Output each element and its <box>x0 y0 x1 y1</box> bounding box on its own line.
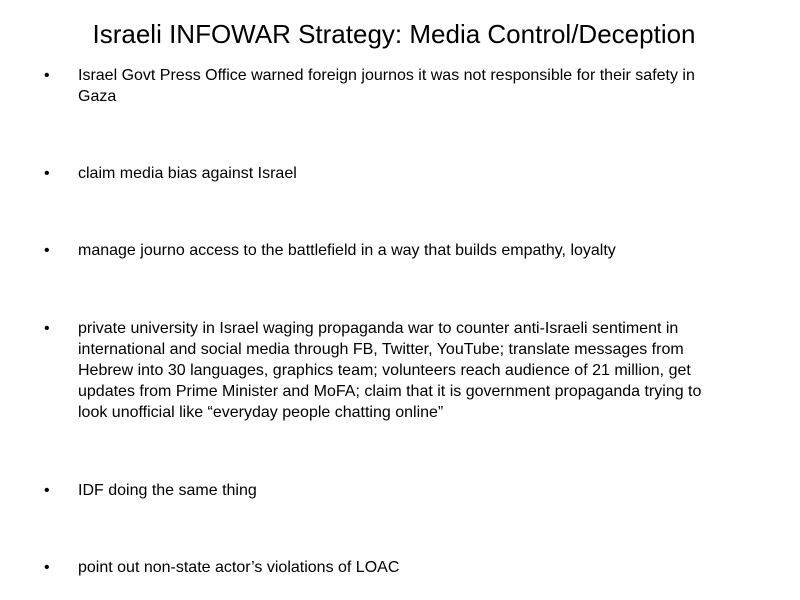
bullet-item <box>44 318 734 423</box>
bullet-text: point out non-state actor’s violations of LOAC <box>78 559 400 576</box>
bullet-item <box>44 65 734 107</box>
bullet-text: manage journo access to the battlefield in a way that builds empathy, loyalty <box>78 242 616 259</box>
bullet-item <box>44 163 734 184</box>
bullet-text: IDF doing the same thing <box>78 482 257 499</box>
bullet-mark: • <box>44 559 50 576</box>
bullet-text: Israel Govt Press Office warned foreign journos it was not responsible for their safety in Gaza <box>78 67 695 105</box>
bullet-mark: • <box>44 67 50 84</box>
bullet-item <box>44 480 734 501</box>
bullet-item <box>44 240 734 261</box>
bullet-mark: • <box>44 242 50 259</box>
bullet-text: claim media bias against Israel <box>78 165 297 182</box>
bullet-mark: • <box>44 482 50 499</box>
bullet-mark: • <box>44 320 50 337</box>
bullet-item <box>44 557 734 578</box>
slide-title: Israeli INFOWAR Strategy: Media Control/Deception <box>92 19 696 49</box>
bullet-text: private university in Israel waging propaganda war to counter anti-Israeli sentiment in international and social media through FB, Twitter, YouTube; translate messages from Hebrew into 30 languages, graphics team; volunteers reach audience of 21 million, get updates from Prime Minister and MoFA; claim that it is government propaganda trying to look unofficial like “everyday people chatting online” <box>78 320 702 421</box>
bullet-mark: • <box>44 165 50 182</box>
